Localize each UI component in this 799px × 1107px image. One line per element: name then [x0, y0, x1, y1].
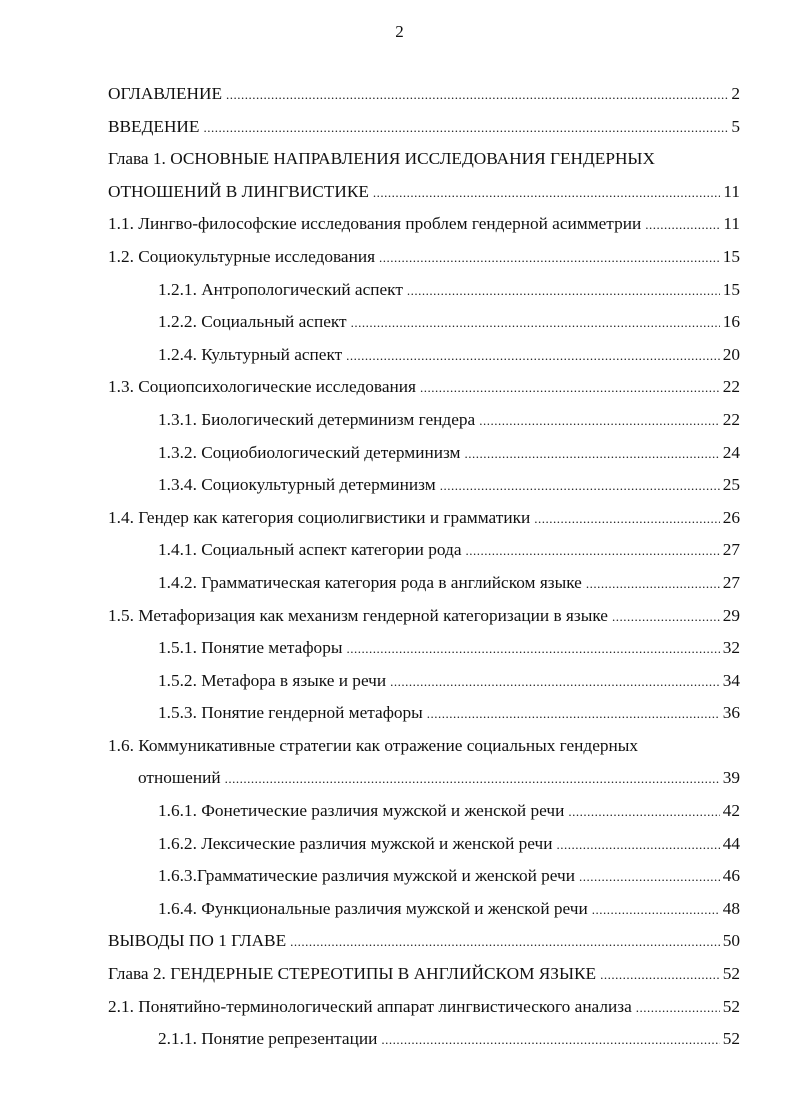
toc-entry — [108, 1023, 740, 1056]
toc-entry-page: 46 — [722, 866, 740, 886]
toc-leader-dots — [420, 372, 720, 405]
toc-entry-title: 1.3.1. Биологический детерминизм гендера — [158, 409, 476, 429]
toc-entry — [108, 469, 740, 502]
toc-entry-title: 1.5. Метафоризация как механизм гендерной категоризации в языке — [108, 605, 608, 625]
toc-entry-title: отношений — [138, 768, 221, 788]
toc-leader-dots — [373, 177, 720, 210]
toc-entry-page: 16 — [722, 312, 740, 332]
toc-entry — [108, 730, 740, 763]
toc-entry-title: 1.2.4. Культурный аспект — [158, 344, 343, 364]
toc-entry-title: 1.5.2. Метафора в языке и речи — [158, 670, 387, 690]
toc-entry — [108, 534, 740, 567]
toc-entry-title: 1.2.1. Антропологический аспект — [158, 279, 403, 299]
toc-entry-title: ОТНОШЕНИЙ В ЛИНГВИСТИКЕ — [108, 181, 369, 201]
toc-entry-title: 2.1. Понятийно-терминологический аппарат лингвистического анализа — [108, 996, 632, 1016]
toc-entry-page: 2 — [731, 84, 740, 103]
toc-leader-dots — [351, 307, 720, 340]
toc-entry — [108, 274, 740, 307]
toc-entry-title: 2.1.1. Понятие репрезентации — [158, 1029, 378, 1049]
toc-entry-title: 1.3.4. Социокультурный детерминизм — [158, 475, 436, 495]
toc-entry-title: 1.6.3.Грамматические различия мужской и женской речи — [158, 866, 575, 886]
toc-entry-title: 1.4. Гендер как категория социолигвистики и грамматики — [108, 507, 531, 527]
toc-leader-dots — [534, 503, 719, 536]
toc-entry-title: 1.4.2. Грамматическая категория рода в английском языке — [158, 572, 582, 592]
toc-leader-dots — [407, 275, 720, 308]
toc-entry — [108, 958, 740, 991]
toc-entry-page: 26 — [722, 507, 740, 527]
toc-entry — [108, 828, 740, 861]
toc-entry — [108, 339, 740, 372]
toc-entry-title: 1.1. Лингво-философские исследования проблем гендерной асимметрии — [108, 214, 642, 234]
toc-leader-dots — [600, 959, 720, 992]
toc-entry-title: 1.6.1. Фонетические различия мужской и женской речи — [158, 801, 565, 821]
toc-leader-dots — [586, 568, 720, 601]
toc-leader-dots — [568, 796, 719, 829]
toc-leader-dots — [203, 112, 728, 145]
toc-entry-title: ВВЕДЕНИЕ — [108, 116, 200, 136]
toc-entry — [108, 176, 740, 209]
toc-entry-title: 1.3. Социопсихологические исследования — [108, 377, 416, 397]
toc-entry-page: 20 — [722, 344, 740, 364]
toc-entry-page: 48 — [722, 898, 740, 918]
toc-entry — [108, 697, 740, 730]
toc-entry-page: 32 — [722, 638, 740, 658]
toc-entry-page: 27 — [722, 572, 740, 592]
toc-entry-page: 11 — [723, 214, 740, 234]
toc-entry-page: 15 — [722, 246, 740, 266]
toc-entry — [108, 567, 740, 600]
toc-entry — [108, 665, 740, 698]
toc-entry — [108, 600, 740, 633]
page-number: 2 — [395, 22, 404, 41]
toc-entry-title: 1.6.2. Лексические различия мужской и женской речи — [158, 833, 553, 853]
toc-entry — [108, 404, 740, 437]
toc-leader-dots — [465, 438, 720, 471]
toc-leader-dots — [440, 470, 720, 503]
toc-entry — [108, 437, 740, 470]
toc-leader-dots — [346, 340, 720, 373]
toc-entry-page: 24 — [722, 442, 740, 462]
toc-leader-dots — [226, 79, 728, 112]
toc-leader-dots — [466, 535, 720, 568]
toc-entry-title: Глава 2. ГЕНДЕРНЫЕ СТЕРЕОТИПЫ В АНГЛИЙСКОМ ЯЗЫКЕ — [108, 964, 597, 984]
toc-entry-title: 1.6.4. Функциональные различия мужской и женской речи — [158, 898, 588, 918]
toc-entry — [108, 893, 740, 926]
toc-entry-page: 11 — [723, 181, 740, 201]
toc-entry — [108, 241, 740, 274]
toc-entry-page: 52 — [722, 964, 740, 984]
toc-entry — [108, 762, 740, 795]
toc-leader-dots — [225, 763, 720, 796]
toc-entry — [108, 991, 740, 1024]
toc-leader-dots — [612, 601, 720, 634]
toc-entry — [108, 795, 740, 828]
toc-entry-page: 42 — [722, 801, 740, 821]
toc-leader-dots — [479, 405, 720, 438]
toc-entry-page: 5 — [731, 116, 740, 136]
toc-entry — [108, 78, 740, 111]
toc-entry-title: 1.5.3. Понятие гендерной метафоры — [158, 703, 423, 723]
toc-leader-dots — [645, 209, 720, 242]
toc-entry — [108, 306, 740, 339]
toc-leader-dots — [592, 894, 720, 927]
toc-entry-title: 1.6. Коммуникативные стратегии как отражение социальных гендерных — [108, 735, 639, 755]
toc-entry — [108, 143, 740, 176]
toc-leader-dots — [390, 666, 720, 699]
toc-entry-title: Глава 1. ОСНОВНЫЕ НАПРАВЛЕНИЯ ИССЛЕДОВАНИЯ ГЕНДЕРНЫХ — [108, 149, 655, 169]
toc-entry — [108, 925, 740, 958]
toc-leader-dots — [556, 829, 719, 862]
toc-entry-page: 50 — [722, 931, 740, 951]
toc-leader-dots — [579, 861, 720, 894]
toc-entry — [108, 371, 740, 404]
toc-entry-page: 52 — [722, 996, 740, 1016]
toc-leader-dots — [636, 992, 720, 1025]
toc-leader-dots — [427, 698, 720, 731]
toc-entry-title: 1.3.2. Социобиологический детерминизм — [158, 442, 461, 462]
toc-entry-title: ВЫВОДЫ ПО 1 ГЛАВЕ — [108, 931, 287, 951]
toc-leader-dots — [379, 242, 720, 275]
toc-entry-page: 22 — [722, 377, 740, 397]
toc-entry-page: 22 — [722, 409, 740, 429]
toc-entry-page: 52 — [722, 1029, 740, 1049]
toc-leader-dots — [381, 1024, 719, 1057]
toc-entry — [108, 860, 740, 893]
toc-entry — [108, 208, 740, 241]
toc-entry-page: 39 — [722, 768, 740, 788]
toc-entry-page: 34 — [722, 670, 740, 690]
toc-entry-title: 1.2.2. Социальный аспект — [158, 312, 347, 332]
toc-entry-page: 27 — [722, 540, 740, 560]
toc-entry-title: 1.5.1. Понятие метафоры — [158, 638, 343, 658]
toc-entry-page: 29 — [722, 605, 740, 625]
toc-entry-page: 44 — [722, 833, 740, 853]
toc-entry — [108, 632, 740, 665]
toc-leader-dots — [346, 633, 719, 666]
toc-entry-page: 36 — [722, 703, 740, 723]
toc-entry — [108, 502, 740, 535]
toc-entry-page: 15 — [722, 279, 740, 299]
table-of-contents — [108, 78, 740, 1056]
toc-entry-page: 25 — [722, 475, 740, 495]
toc-entry-title: ОГЛАВЛЕНИЕ — [108, 84, 223, 103]
toc-entry-title: 1.4.1. Социальный аспект категории рода — [158, 540, 462, 560]
toc-leader-dots — [290, 926, 720, 959]
toc-entry — [108, 111, 740, 144]
toc-entry-title: 1.2. Социокультурные исследования — [108, 246, 376, 266]
